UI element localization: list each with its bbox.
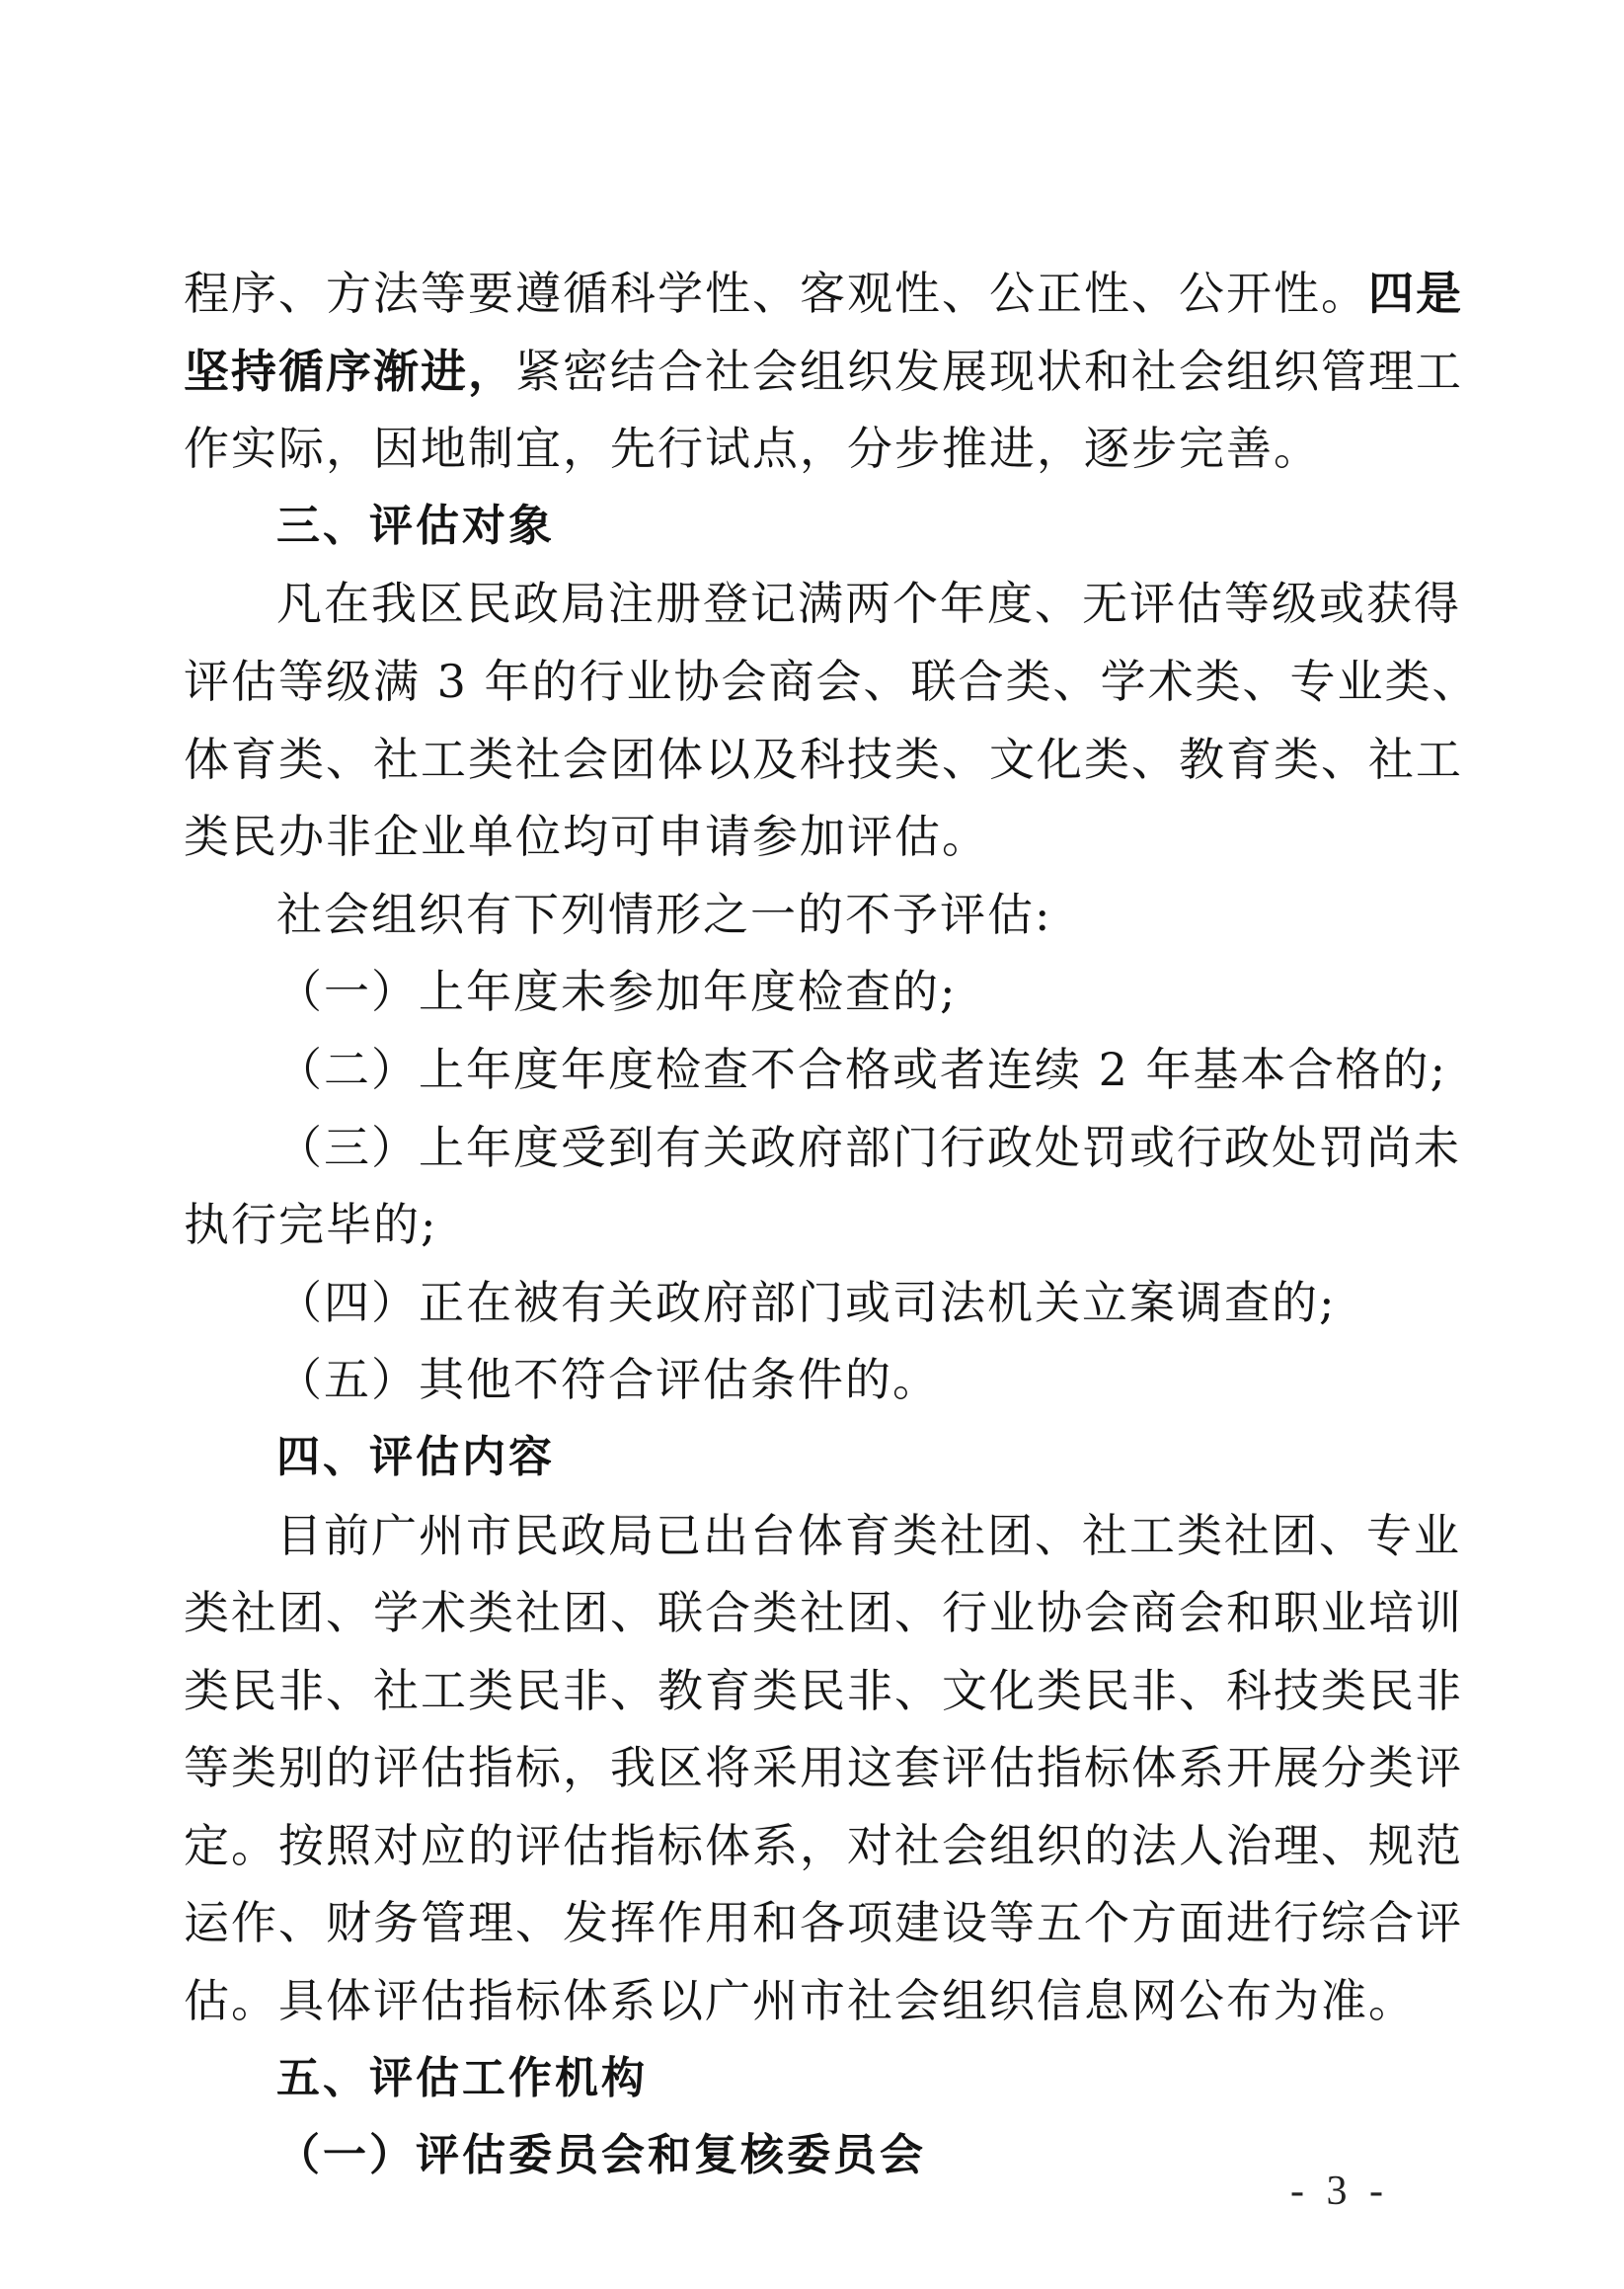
body-text: （三）上年度受到有关政府部门行政处罚或行政处罚尚未 <box>276 1120 1461 1174</box>
body-text: 执行完毕的; <box>184 1198 438 1252</box>
body-text: 运作、财务管理、发挥作用和各项建设等五个方面进行综合评 <box>184 1896 1463 1950</box>
body-text: 紧密结合社会组织发展现状和社会组织管理工 <box>515 344 1463 398</box>
body-text: （二）上年度年度检查不合格或者连续 2 年基本合格的; <box>276 1042 1448 1096</box>
body-text: 类民非、社工类民非、教育类民非、文化类民非、科技类民非 <box>184 1663 1463 1717</box>
paragraph-line <box>184 1807 1463 1885</box>
body-text: （一）上年度未参加年度检查的; <box>276 965 958 1019</box>
paragraph-line <box>184 1962 1416 2040</box>
paragraph-line <box>184 1031 1448 1109</box>
paragraph-line <box>184 1186 1396 1264</box>
document-body <box>184 255 1480 2195</box>
body-text: 体育类、社工类社会团体以及科技类、文化类、教育类、社工 <box>184 732 1463 786</box>
paragraph-line <box>184 798 1396 876</box>
paragraph-line <box>184 1574 1463 1652</box>
paragraph-line <box>184 1729 1463 1807</box>
body-text: 类民办非企业单位均可申请参加评估。 <box>184 810 989 864</box>
paragraph-line <box>184 410 1396 488</box>
emphasis-text: 四是 <box>1368 267 1463 320</box>
body-text: 估。具体评估指标体系以广州市社会组织信息网公布为准。 <box>184 1974 1416 2028</box>
paragraph-line <box>184 1341 1396 1419</box>
body-text: 等类别的评估指标，我区将采用这套评估指标体系开展分类评 <box>184 1741 1463 1795</box>
paragraph-line <box>184 1264 1396 1342</box>
paragraph-line <box>184 255 1463 333</box>
paragraph-line <box>184 333 1463 411</box>
body-text: 程序、方法等要遵循科学性、客观性、公正性、公开性。 <box>184 267 1368 320</box>
section-heading: 三、评估对象 <box>276 500 555 551</box>
body-text: （四）正在被有关政府部门或司法机关立案调查的; <box>276 1275 1337 1329</box>
paragraph-line <box>184 876 1396 954</box>
paragraph-line <box>184 565 1461 643</box>
body-text: 类社团、学术类社团、联合类社团、行业协会商会和职业培训 <box>184 1586 1463 1640</box>
paragraph-line <box>184 1652 1463 1730</box>
body-text: 社会组织有下列情形之一的不予评估: <box>276 887 1052 941</box>
paragraph-line <box>184 1497 1461 1575</box>
section-heading: 五、评估工作机构 <box>276 2052 648 2103</box>
body-text: （五）其他不符合评估条件的。 <box>276 1353 940 1407</box>
subsection-heading: （一）评估委员会和复核委员会 <box>276 2130 926 2181</box>
page-number: - 3 - <box>1290 2169 1389 2214</box>
body-text: 凡在我区民政局注册登记满两个年度、无评估等级或获得 <box>276 577 1461 631</box>
paragraph-line <box>184 1109 1461 1187</box>
paragraph-line <box>184 643 1480 721</box>
emphasis-text: 坚持循序渐进， <box>184 344 515 398</box>
paragraph-line <box>184 1884 1463 1962</box>
body-text: 目前广州市民政局已出台体育类社团、社工类社团、专业 <box>276 1508 1461 1562</box>
paragraph-line <box>184 721 1463 799</box>
body-text: 定。按照对应的评估指标体系，对社会组织的法人治理、规范 <box>184 1818 1463 1872</box>
section-heading: 四、评估内容 <box>276 1431 555 1482</box>
paragraph-line <box>184 953 1396 1031</box>
body-text: 作实际，因地制宜，先行试点，分步推进，逐步完善。 <box>184 422 1321 476</box>
body-text: 评估等级满 3 年的行业协会商会、联合类、学术类、专业类、 <box>184 654 1480 708</box>
